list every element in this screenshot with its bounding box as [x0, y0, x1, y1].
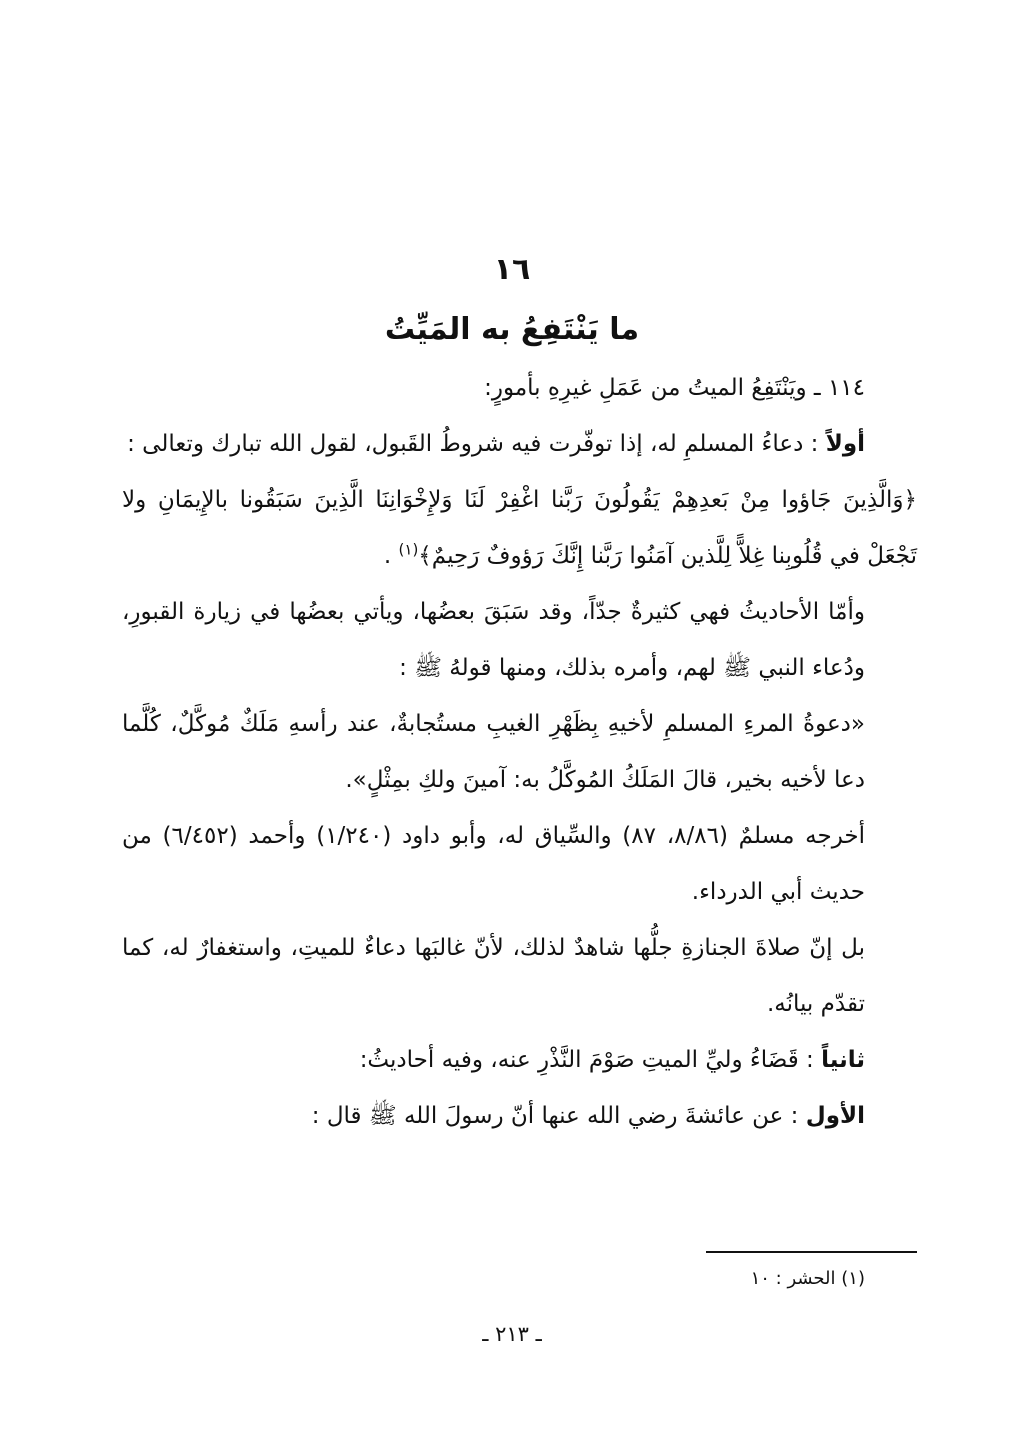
paragraph-114: ١١٤ ـ ويَنْتَفِعُ الميتُ من عَمَلِ غيرِهِ بأمورٍ: — [484, 375, 865, 401]
paragraph-second-point — [122, 1032, 917, 1088]
hadith-source: أخرجه مسلمٌ (٨/٨٦، ٨٧) والسِّياق له، وأبو داود (١/٢٤٠) وأحمد (٦/٤٥٢) من حديث أبي الدرداء. — [122, 823, 865, 905]
quran-verse — [122, 472, 917, 584]
page-number: ـ ٢١٣ ـ — [482, 1322, 542, 1346]
label-first: أولاً — [825, 431, 865, 457]
quran-verse-text: ﴿وَالَّذِينَ جَاؤوا مِنْ بَعدِهِمْ يَقُولُونَ رَبَّنا اغْفِرْ لَنَا وَلإِخْوَانِنَا الَّذِينَ سَبَقُونا بالإِيمَانِ ولا تَجْعَلْ في قُلُوبِنا غِلاًّ لِلَّذين آمَنُوا رَبَّنا إِنَّكَ رَؤوفٌ رَحِيمٌ﴾ — [122, 487, 917, 569]
footnote-divider — [706, 1251, 917, 1253]
paragraph-hadiths: وأمّا الأحاديثُ فهي كثيرةٌ جدّاً، وقد سَبَقَ بعضُها، ويأتي بعضُها في زيارة القبورِ، ودُعاء النبي ﷺ لهم، وأمره بذلك، ومنها قولهُ ﷺ : — [122, 599, 865, 681]
chapter-number: ١٦ — [493, 252, 531, 287]
second-point-text: : قَضَاءُ وليِّ الميتِ صَوْمَ النَّذْرِ عنه، وفيه أحاديثُ: — [359, 1047, 822, 1073]
label-second: ثانياً — [821, 1047, 865, 1073]
paragraph-first-point — [122, 416, 917, 472]
paragraph-first-hadith — [122, 1088, 917, 1144]
first-point-text: : دعاءُ المسلمِ له، إذا توفّرت فيه شروطُ القَبول، لقول الله تبارك وتعالى : — [127, 431, 826, 457]
first-hadith-text: : عن عائشةَ رضي الله عنها أنّ رسولَ الله ﷺ قال : — [311, 1103, 806, 1129]
label-al-awwal: الأول — [805, 1103, 865, 1129]
quran-verse-end: . — [383, 543, 399, 569]
hadith-quote: «دعوةُ المرءِ المسلمِ لأخيهِ بِظَهْرِ الغيبِ مستُجابةٌ، عند رأسهِ مَلَكٌ مُوكَّلٌ، كُلَّما دعا لأخيه بخير، قالَ المَلَكُ المُوكَّلُ به: آمينَ ولكِ بمِثْلٍ». — [122, 711, 865, 793]
footnote-marker: (١) — [398, 540, 419, 559]
body-text — [122, 360, 917, 1144]
chapter-title: ما يَنْتَفِعُ به المَيِّتُ — [384, 312, 640, 347]
paragraph-funeral-prayer: بل إنّ صلاةَ الجنازةِ جلُّها شاهدٌ لذلك، لأنّ غالبَها دعاءٌ للميتِ، واستغفارٌ له، كما تقدّم بيانُه. — [122, 935, 865, 1017]
footnote: (١) الحشر : ١٠ — [750, 1268, 865, 1289]
